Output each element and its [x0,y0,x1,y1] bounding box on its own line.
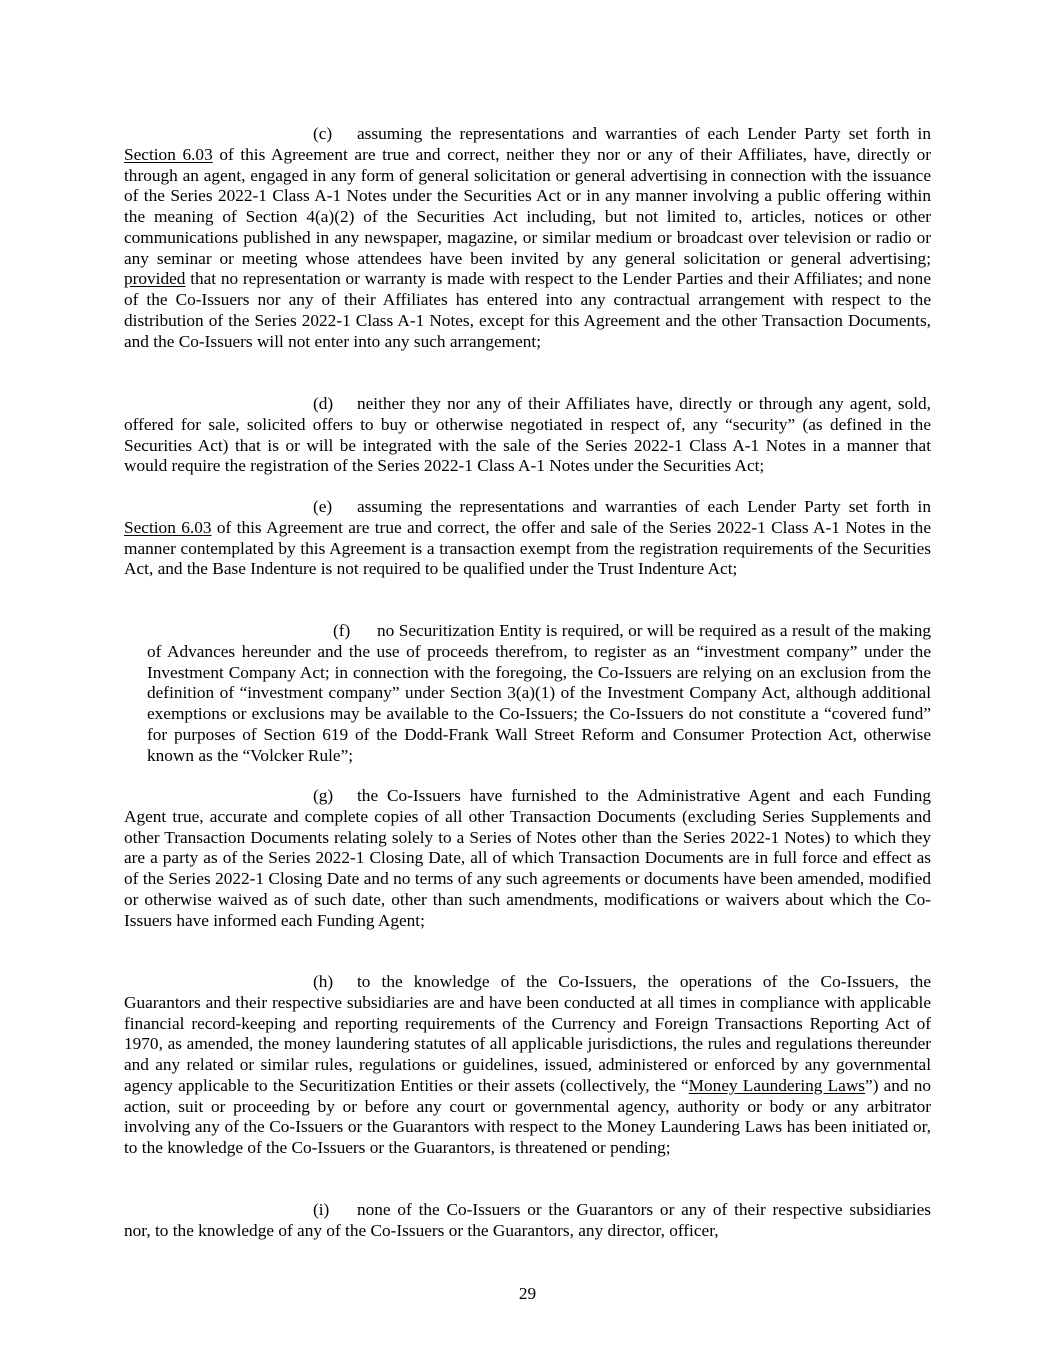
paragraph-label: (h) [313,972,334,991]
paragraph-h [124,972,931,1159]
paragraph-text: of this Agreement are true and correct, the offer and sale of the Series 2022-1 Class A-1 Notes in the manner contemplated by this Agreement is a transaction exempt from the registration requirements of the Securities Act, and the Base Indenture is not required to be qualified under the Trust Indenture Act; [124,517,931,579]
paragraph-e [124,497,931,580]
paragraph-label: (d) [313,394,334,413]
paragraph-text: assuming the representations and warranties of each Lender Party set forth in [357,124,931,143]
page-number: 29 [518,1284,537,1303]
paragraph-label: (g) [313,786,334,805]
paragraph-c [124,124,931,352]
paragraph-text: no Securitization Entity is required, or will be required as a result of the making of Advances hereunder and the use of proceeds therefrom, to register as an “investment company” under the Investment Company Act; in connection with the foregoing, the Co-Issuers are relying on an exclusion from the definition of “investment company” under Section 3(a)(1) of the Investment Company Act, although additional exemptions or exclusions may be available to the Co-Issuers; the Co-Issuers do not constitute a “covered fund” for purposes of Section 619 of the Dodd-Frank Wall Street Reform and Consumer Protection Act, otherwise known as the “Volcker Rule”; [147,621,931,765]
paragraph-label: (e) [313,497,333,516]
paragraph-label: (f) [333,621,351,640]
paragraph-text: of this Agreement are true and correct, neither they nor or any of their Affiliates, have, directly or through an agent, engaged in any form of general solicitation or general advertising in connection with the issuance of the Series 2022-1 Class A-1 Notes under the Securities Act or in any manner involving a public offering within the meaning of Section 4(a)(2) of the Securities Act including, but not limited to, articles, notices or other communications published in any newspaper, magazine, or similar medium or broadcast over television or radio or any seminar or meeting whose attendees have been invited by any general solicitation or general advertising; [124,144,931,268]
paragraph-text: ”) and no action, suit or proceeding by or before any court or governmental agency, authority or body or any arbitrator involving any of the Co-Issuers or the Guarantors with respect to the Money Laundering Laws has been initiated or, to the knowledge of the Co-Issuers or the Guarantors, is threatened or pending; [124,1075,931,1157]
paragraph-text: none of the Co-Issuers or the Guarantors or any of their respective subsidiaries nor, to the knowledge of any of the Co-Issuers or the Guarantors, any director, officer, [124,1200,931,1240]
section-reference: Section 6.03 [124,517,212,537]
paragraph-g [124,786,931,931]
paragraph-f [147,621,931,766]
paragraph-label: (c) [313,124,333,143]
defined-term: Money Laundering Laws [688,1075,866,1095]
paragraph-i [124,1200,931,1242]
paragraph-label: (i) [313,1200,330,1219]
section-reference: Section 6.03 [124,144,213,164]
paragraph-text: that no representation or warranty is made with respect to the Lender Parties and their Affiliates; and none of the Co-Issuers nor any of their Affiliates has entered into any contractual arrangement with respect to the distribution of the Series 2022-1 Class A-1 Notes, except for this Agreement and the other Transaction Documents, and the Co-Issuers will not enter into any such arrangement; [124,269,931,351]
defined-term: provided [124,269,186,289]
paragraph-text: to the knowledge of the Co-Issuers, the operations of the Co-Issuers, the Guarantors and their respective subsidiaries are and have been conducted at all times in compliance with applicable financial record-keeping and reporting requirements of the Currency and Foreign Transactions Reporting Act of 1970, as amended, the money laundering statutes of all applicable jurisdictions, the rules and regulations thereunder and any related or similar rules, regulations or guidelines, issued, administered or enforced by any governmental agency applicable to the Securitization Entities or their assets (collectively, the “ [124,972,931,1095]
paragraph-text: the Co-Issuers have furnished to the Administrative Agent and each Funding Agent true, accurate and complete copies of all other Transaction Documents (excluding Series Supplements and other Transaction Documents relating solely to a Series of Notes other than the Series 2022-1 Notes) to which they are a party as of the Series 2022-1 Closing Date, all of which Transaction Documents are in full force and effect as of the Series 2022-1 Closing Date and no terms of any such agreements or documents have been amended, modified or otherwise waived as of such date, other than such amendments, modifications or waivers about which the Co-Issuers have informed each Funding Agent; [124,786,931,930]
paragraph-d [124,394,931,477]
paragraph-text: assuming the representations and warranties of each Lender Party set forth in [357,497,931,516]
paragraph-text: neither they nor any of their Affiliates have, directly or through any agent, sold, offered for sale, solicited offers to buy or otherwise negotiated in respect of, any “security” (as defined in the Securities Act) that is or will be integrated with the sale of the Series 2022-1 Class A-1 Notes in a manner that would require the registration of the Series 2022-1 Class A-1 Notes under the Securities Act; [124,394,931,476]
